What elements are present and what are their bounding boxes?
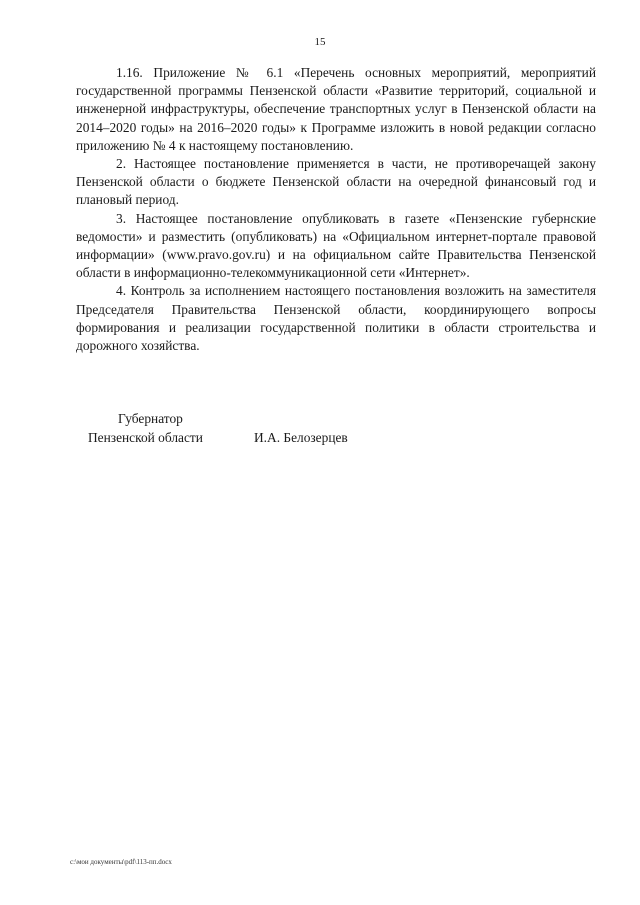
- footer-file-path: c:\мои документы\pdf\113-пп.docx: [70, 858, 172, 866]
- signatory-position-title: Губернатор: [118, 411, 183, 426]
- paragraph-1-16: 1.16. Приложение № 6.1 «Перечень основных мероприятий, мероприятий государственной программы Пензенской области «Развитие территорий, социальной и инженерной инфраструктуры, обеспечение транспортных услуг в Пензенской области на 2014–2020 годы» на 2016–2020 годы» к Программе изложить в новой редакции согласно приложению № 4 к настоящему постановлению.: [76, 65, 596, 153]
- paragraph-4: 4. Контроль за исполнением настоящего постановления возложить на заместителя Председателя Правительства Пензенской области, координирующего вопросы формирования и реализации государственной политики в области строительства и дорожного хозяйства.: [76, 283, 596, 354]
- signatory-name: И.А. Белозерцев: [254, 430, 348, 445]
- paragraph-3: 3. Настоящее постановление опубликовать в газете «Пензенские губернские ведомости» и разместить (опубликовать) на «Официальном интернет-портале правовой информации» (www.pravo.gov.ru) и на официальном сайте Правительства Пензенской области в информационно-телекоммуникационной сети «Интернет».: [76, 210, 596, 281]
- page-number: 15: [314, 36, 326, 48]
- signatory-position-region: Пензенской области: [88, 430, 203, 445]
- paragraph-2: 2. Настоящее постановление применяется в части, не противоречащей закону Пензенской области о бюджете Пензенской области на очередной финансовый год и плановый период.: [76, 156, 596, 208]
- document-body: [76, 64, 596, 355]
